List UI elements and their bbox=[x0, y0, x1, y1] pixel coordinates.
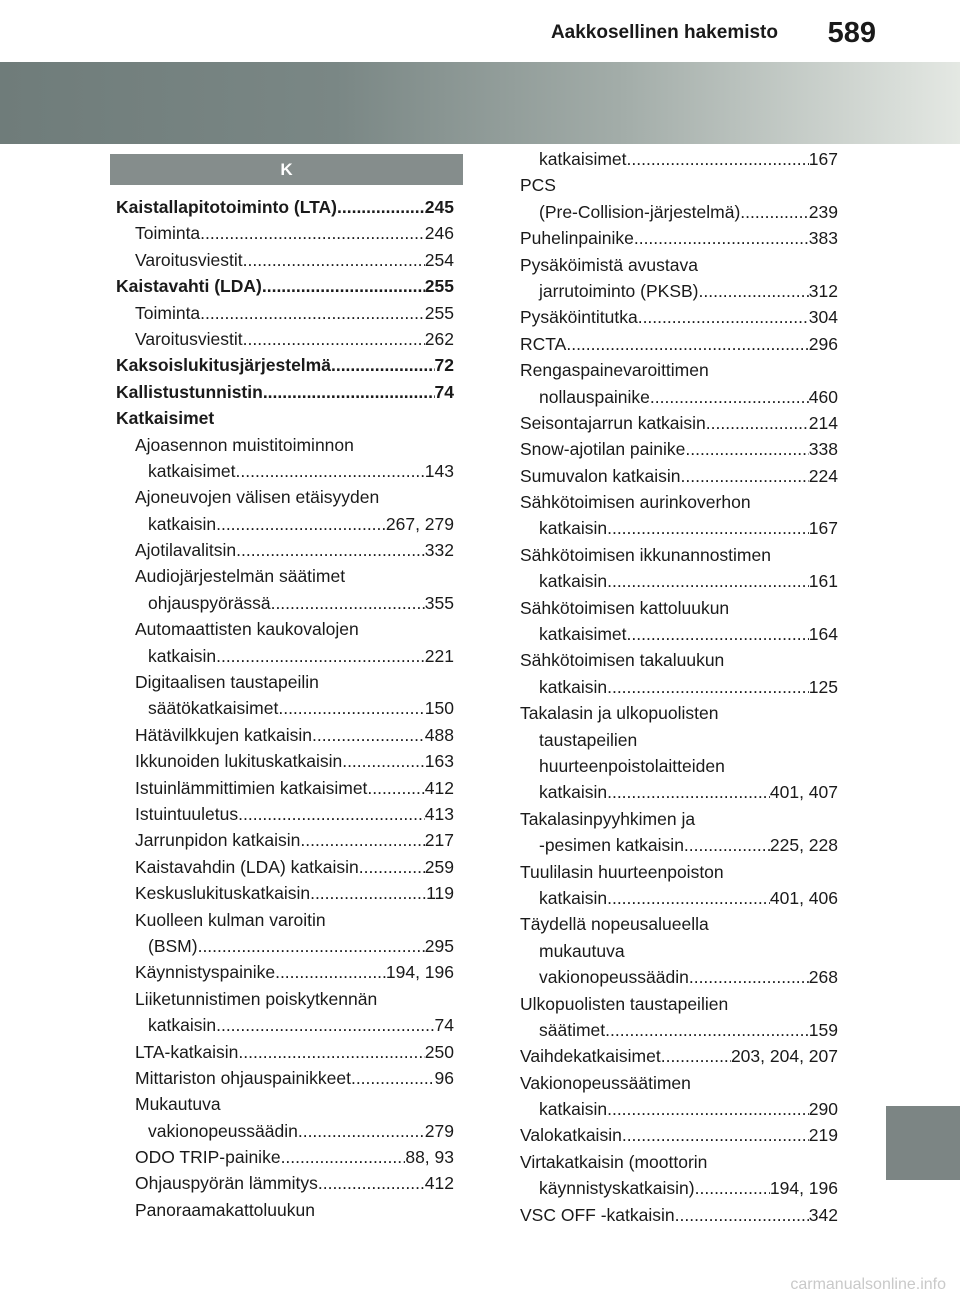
index-entry-text: Kallistustunnistin bbox=[116, 381, 263, 402]
index-entry-page: 224 bbox=[808, 465, 838, 486]
dot-leader bbox=[740, 199, 809, 225]
index-entry bbox=[520, 1122, 838, 1148]
index-entry bbox=[116, 854, 454, 880]
index-entry-text: katkaisin bbox=[539, 887, 608, 908]
section-letter-bar: K bbox=[110, 154, 463, 185]
index-entry-text: Käynnistyspainike bbox=[135, 962, 276, 983]
index-entry-page: 262 bbox=[424, 328, 454, 349]
index-entry bbox=[116, 880, 454, 906]
dot-leader bbox=[238, 1039, 424, 1065]
index-entry-text: Jarrunpidon katkaisin bbox=[135, 830, 301, 851]
index-entry bbox=[116, 775, 454, 801]
dot-leader bbox=[275, 959, 386, 985]
dot-leader bbox=[351, 1065, 435, 1091]
index-entry bbox=[116, 1118, 454, 1144]
dot-leader bbox=[706, 410, 809, 436]
index-entry bbox=[520, 331, 838, 357]
index-entry bbox=[520, 938, 838, 964]
index-entry-page: 401, 407 bbox=[769, 782, 838, 803]
index-entry bbox=[520, 225, 838, 251]
dot-leader bbox=[627, 621, 809, 647]
index-entry-text: huurteenpoistolaitteiden bbox=[539, 755, 725, 776]
index-entry-page: 194, 196 bbox=[769, 1178, 838, 1199]
index-entry-text: Istuintuuletus bbox=[135, 803, 239, 824]
index-entry bbox=[520, 1149, 838, 1175]
dot-leader bbox=[342, 748, 425, 774]
index-entry-text: jarrutoiminto (PKSB) bbox=[539, 280, 699, 301]
index-entry bbox=[116, 722, 454, 748]
index-entry-page: 304 bbox=[808, 307, 838, 328]
index-entry-text: Ajoneuvojen välisen etäisyyden bbox=[135, 487, 380, 508]
index-entry-page: 332 bbox=[424, 540, 454, 561]
index-entry bbox=[116, 1012, 454, 1038]
index-entry bbox=[520, 832, 838, 858]
index-entry-text: Virtakatkaisin (moottorin bbox=[520, 1151, 708, 1172]
index-entry-page: 250 bbox=[424, 1041, 454, 1062]
index-entry-text: Kaksoislukitusjärjestelmä bbox=[116, 355, 331, 376]
index-entry-text: Pysäköintitutka bbox=[520, 307, 638, 328]
index-entry-text: säätökatkaisimet bbox=[148, 698, 279, 719]
dot-leader bbox=[607, 568, 809, 594]
index-entry-page: 255 bbox=[424, 302, 454, 323]
index-entry-text: Mittariston ohjauspainikkeet bbox=[135, 1067, 351, 1088]
index-entry-text: Panoraamakattoluukun bbox=[135, 1199, 315, 1220]
dot-leader bbox=[331, 352, 435, 378]
index-entry-text: Täydellä nopeusalueella bbox=[520, 914, 709, 935]
index-entry-text: Vaihdekatkaisimet bbox=[520, 1046, 661, 1067]
index-entry-page: 217 bbox=[424, 830, 454, 851]
index-entry-text: Kaistallapitotoiminto (LTA) bbox=[116, 197, 337, 217]
index-entry-text: RCTA bbox=[520, 333, 567, 354]
index-entry-text: vakionopeussäädin bbox=[539, 967, 689, 988]
index-entry-page: 125 bbox=[808, 676, 838, 697]
dot-leader bbox=[216, 511, 386, 537]
index-entry bbox=[116, 933, 454, 959]
index-entry bbox=[116, 986, 454, 1012]
index-entry-text: Valokatkaisin bbox=[520, 1125, 622, 1146]
index-entry-text: mukautuva bbox=[539, 940, 625, 961]
index-entry bbox=[116, 273, 454, 299]
dot-leader bbox=[312, 722, 425, 748]
index-entry-text: säätimet bbox=[539, 1019, 606, 1040]
index-entry-page: 460 bbox=[808, 386, 838, 407]
index-entry bbox=[116, 748, 454, 774]
index-entry bbox=[520, 991, 838, 1017]
index-entry bbox=[116, 432, 454, 458]
index-entry-text: Takalasin ja ulkopuolisten bbox=[520, 703, 719, 724]
index-entry bbox=[520, 1017, 838, 1043]
index-entry-text: katkaisin bbox=[539, 571, 608, 592]
index-entry bbox=[116, 220, 454, 246]
index-entry-text: Ohjauspyörän lämmitys bbox=[135, 1173, 318, 1194]
index-entry-text: Varoitusviestit bbox=[135, 249, 243, 270]
dot-leader bbox=[200, 220, 425, 246]
dot-leader bbox=[684, 832, 770, 858]
dot-leader bbox=[638, 304, 809, 330]
index-entry bbox=[520, 463, 838, 489]
dot-leader bbox=[271, 590, 425, 616]
index-entry-text: Kuolleen kulman varoitin bbox=[135, 909, 326, 930]
index-entry bbox=[116, 484, 454, 510]
index-entry bbox=[520, 278, 838, 304]
index-entry-text: Digitaalisen taustapeilin bbox=[135, 672, 319, 693]
index-entry-text: (BSM) bbox=[148, 935, 198, 956]
index-entry-page: 259 bbox=[424, 856, 454, 877]
index-entry-text: katkaisin bbox=[539, 782, 608, 803]
index-entry-page: 246 bbox=[424, 223, 454, 244]
dot-leader bbox=[695, 1175, 770, 1201]
index-entry-text: katkaisin bbox=[539, 1099, 608, 1120]
dot-leader bbox=[699, 278, 809, 304]
index-entry-text: Ajoasennon muistitoiminnon bbox=[135, 434, 354, 455]
index-entry-page: 412 bbox=[424, 1173, 454, 1194]
index-entry-page: 290 bbox=[808, 1099, 838, 1120]
index-entry-text: Sumuvalon katkaisin bbox=[520, 465, 681, 486]
index-entry-page: 355 bbox=[424, 592, 454, 613]
index-entry bbox=[520, 146, 838, 172]
dot-leader bbox=[681, 463, 809, 489]
index-entry-page: 239 bbox=[808, 201, 838, 222]
dot-leader bbox=[605, 1017, 809, 1043]
index-entry bbox=[520, 700, 838, 726]
index-entry-text: katkaisimet bbox=[148, 460, 236, 481]
index-entry bbox=[520, 911, 838, 937]
index-entry bbox=[520, 357, 838, 383]
index-entry-page: 167 bbox=[808, 518, 838, 539]
index-entry-text: -pesimen katkaisin bbox=[539, 835, 684, 856]
index-entry bbox=[520, 489, 838, 515]
dot-leader bbox=[627, 146, 809, 172]
dot-leader bbox=[661, 1043, 731, 1069]
index-entry-text: Varoitusviestit bbox=[135, 328, 243, 349]
index-entry-text: Katkaisimet bbox=[116, 408, 215, 429]
index-entry bbox=[116, 669, 454, 695]
index-entry-page: 96 bbox=[434, 1067, 454, 1088]
index-entry-text: nollauspainike bbox=[539, 386, 650, 407]
dot-leader bbox=[622, 1122, 809, 1148]
index-entry-text: PCS bbox=[520, 175, 556, 196]
index-entry bbox=[520, 753, 838, 779]
index-entry-page: 219 bbox=[808, 1125, 838, 1146]
index-entry bbox=[116, 1065, 454, 1091]
index-entry bbox=[520, 859, 838, 885]
index-entry bbox=[520, 384, 838, 410]
index-entry-text: katkaisin bbox=[539, 676, 608, 697]
dot-leader bbox=[216, 1012, 434, 1038]
page-header bbox=[0, 0, 960, 62]
index-entry-text: Pysäköimistä avustava bbox=[520, 254, 698, 275]
index-entry bbox=[116, 907, 454, 933]
index-entry-text: Seisontajarrun katkaisin bbox=[520, 412, 706, 433]
index-entry-page: 119 bbox=[426, 883, 454, 904]
index-entry bbox=[520, 885, 838, 911]
dot-leader bbox=[607, 779, 770, 805]
index-entry bbox=[520, 1096, 838, 1122]
index-entry bbox=[520, 621, 838, 647]
dot-leader bbox=[634, 225, 809, 251]
index-entry-page: 413 bbox=[424, 803, 454, 824]
index-entry-text: katkaisimet bbox=[539, 149, 627, 169]
index-entry bbox=[520, 304, 838, 330]
index-entry bbox=[520, 674, 838, 700]
index-entry bbox=[116, 1039, 454, 1065]
index-entry-text: Toiminta bbox=[135, 223, 201, 244]
dot-leader bbox=[300, 827, 424, 853]
header-title: Aakkosellinen hakemisto bbox=[550, 22, 778, 43]
dot-leader bbox=[359, 854, 425, 880]
index-entry-page: 143 bbox=[424, 460, 454, 481]
index-entry-page: 296 bbox=[808, 333, 838, 354]
watermark: carmanualsonline.info bbox=[790, 1276, 946, 1293]
index-entry bbox=[116, 537, 454, 563]
dot-leader bbox=[607, 515, 809, 541]
header-banner bbox=[0, 62, 960, 144]
index-entry bbox=[116, 326, 454, 352]
index-entry-page: 74 bbox=[434, 381, 454, 402]
index-entry-page: 72 bbox=[434, 355, 454, 376]
index-column-right bbox=[520, 146, 838, 1228]
index-entry bbox=[116, 801, 454, 827]
index-entry bbox=[116, 352, 454, 378]
index-entry bbox=[116, 511, 454, 537]
index-entry-page: 203, 204, 207 bbox=[730, 1046, 838, 1067]
index-entry-text: Keskuslukituskatkaisin bbox=[135, 883, 311, 904]
index-entry-page: 88, 93 bbox=[405, 1147, 454, 1168]
dot-leader bbox=[689, 964, 809, 990]
index-entry-text: Toiminta bbox=[135, 302, 201, 323]
index-entry bbox=[116, 300, 454, 326]
index-entry-page: 383 bbox=[808, 228, 838, 249]
dot-leader bbox=[566, 331, 808, 357]
index-column-left bbox=[116, 194, 454, 1223]
index-entry bbox=[116, 643, 454, 669]
dot-leader bbox=[216, 643, 425, 669]
index-entry bbox=[116, 695, 454, 721]
index-entry-page: 255 bbox=[424, 276, 454, 297]
index-entry-page: 74 bbox=[434, 1015, 454, 1036]
index-entry bbox=[520, 647, 838, 673]
index-entry bbox=[520, 1175, 838, 1201]
index-entry bbox=[520, 1043, 838, 1069]
index-entry bbox=[520, 779, 838, 805]
dot-leader bbox=[262, 273, 425, 299]
index-entry-text: Hätävilkkujen katkaisin bbox=[135, 724, 313, 745]
index-entry-text: (Pre-Collision-järjestelmä) bbox=[539, 201, 741, 222]
index-entry bbox=[520, 595, 838, 621]
dot-leader bbox=[367, 775, 424, 801]
index-entry-text: katkaisin bbox=[148, 1015, 217, 1036]
index-entry-page: 312 bbox=[808, 280, 838, 301]
index-entry bbox=[116, 590, 454, 616]
index-entry bbox=[520, 542, 838, 568]
index-entry bbox=[520, 252, 838, 278]
index-entry-text: LTA-katkaisin bbox=[135, 1041, 239, 1062]
dot-leader bbox=[238, 801, 425, 827]
index-entry-page: 163 bbox=[424, 751, 454, 772]
index-entry-text: Audiojärjestelmän säätimet bbox=[135, 566, 346, 587]
index-entry-text: VSC OFF -katkaisin bbox=[520, 1204, 675, 1225]
index-entry bbox=[520, 1202, 838, 1228]
index-entry bbox=[520, 727, 838, 753]
index-entry-page: 254 bbox=[424, 249, 454, 270]
index-entry-text: Takalasinpyyhkimen ja bbox=[520, 808, 696, 829]
index-entry-text: Mukautuva bbox=[135, 1094, 221, 1115]
index-entry-text: katkaisin bbox=[148, 645, 217, 666]
index-entry-text: Ajotilavalitsin bbox=[135, 540, 237, 561]
dot-leader bbox=[607, 1096, 809, 1122]
index-entry bbox=[116, 247, 454, 273]
index-entry-text: Rengaspainevaroittimen bbox=[520, 360, 709, 381]
index-entry-text: vakionopeussäädin bbox=[148, 1120, 298, 1141]
dot-leader bbox=[236, 458, 425, 484]
index-entry-text: Snow-ajotilan painike bbox=[520, 439, 686, 460]
dot-leader bbox=[607, 674, 809, 700]
dot-leader bbox=[236, 537, 425, 563]
index-entry bbox=[116, 827, 454, 853]
page-number: 589 bbox=[827, 17, 876, 49]
index-entry-page: 167 bbox=[808, 149, 838, 169]
index-entry bbox=[520, 568, 838, 594]
dot-leader bbox=[263, 379, 435, 405]
index-entry bbox=[116, 1170, 454, 1196]
index-entry bbox=[116, 616, 454, 642]
index-entry bbox=[116, 379, 454, 405]
index-entry-page: 194, 196 bbox=[385, 962, 454, 983]
index-entry-text: Sähkötoimisen takaluukun bbox=[520, 650, 725, 671]
index-entry bbox=[520, 806, 838, 832]
index-entry-text: ODO TRIP-painike bbox=[135, 1147, 281, 1168]
index-entry-page: 338 bbox=[808, 439, 838, 460]
index-entry-text: Tuulilasin huurteenpoiston bbox=[520, 861, 724, 882]
index-entry-page: 225, 228 bbox=[769, 835, 838, 856]
index-entry-page: 150 bbox=[424, 698, 454, 719]
index-entry-page: 295 bbox=[424, 935, 454, 956]
index-entry-text: Puhelinpainike bbox=[520, 228, 634, 249]
index-entry-page: 214 bbox=[808, 412, 838, 433]
dot-leader bbox=[607, 885, 770, 911]
index-entry-text: Vakionopeussäätimen bbox=[520, 1072, 691, 1093]
index-entry-text: Ikkunoiden lukituskatkaisin bbox=[135, 751, 343, 772]
index-entry-page: 221 bbox=[424, 645, 454, 666]
dot-leader bbox=[675, 1202, 809, 1228]
index-entry bbox=[116, 563, 454, 589]
index-entry-page: 164 bbox=[808, 624, 838, 645]
index-entry bbox=[520, 199, 838, 225]
index-entry-page: 279 bbox=[424, 1120, 454, 1141]
index-entry bbox=[116, 194, 454, 220]
index-entry bbox=[116, 458, 454, 484]
index-entry-text: ohjauspyörässä bbox=[148, 592, 271, 613]
dot-leader bbox=[650, 384, 809, 410]
index-entry-text: Automaattisten kaukovalojen bbox=[135, 619, 359, 640]
index-entry-page: 159 bbox=[808, 1019, 838, 1040]
index-entry-text: katkaisin bbox=[148, 513, 217, 534]
dot-leader bbox=[243, 247, 425, 273]
index-entry bbox=[520, 1070, 838, 1096]
index-entry bbox=[520, 515, 838, 541]
index-entry-text: Istuinlämmittimien katkaisimet bbox=[135, 777, 368, 798]
index-entry-text: Sähkötoimisen kattoluukun bbox=[520, 597, 730, 618]
index-entry bbox=[520, 172, 838, 198]
index-entry-text: Sähkötoimisen aurinkoverhon bbox=[520, 492, 751, 513]
index-entry bbox=[520, 436, 838, 462]
index-entry bbox=[116, 1091, 454, 1117]
index-entry-text: katkaisimet bbox=[539, 624, 627, 645]
index-entry-page: 342 bbox=[808, 1204, 838, 1225]
dot-leader bbox=[243, 326, 425, 352]
index-entry-page: 161 bbox=[808, 571, 838, 592]
chapter-tab bbox=[886, 1106, 960, 1180]
index-entry-text: taustapeilien bbox=[539, 729, 638, 750]
dot-leader bbox=[198, 933, 425, 959]
index-entry bbox=[116, 959, 454, 985]
index-entry-text: Liiketunnistimen poiskytkennän bbox=[135, 988, 378, 1009]
index-entry-page: 268 bbox=[808, 967, 838, 988]
dot-leader bbox=[200, 300, 425, 326]
index-entry bbox=[520, 410, 838, 436]
index-entry bbox=[116, 1144, 454, 1170]
dot-leader bbox=[685, 436, 808, 462]
index-entry bbox=[520, 964, 838, 990]
index-entry-text: katkaisin bbox=[539, 518, 608, 539]
index-entry-page: 412 bbox=[424, 777, 454, 798]
dot-leader bbox=[337, 194, 425, 220]
dot-leader bbox=[281, 1144, 406, 1170]
index-entry-page: 488 bbox=[424, 724, 454, 745]
index-entry bbox=[116, 1197, 454, 1223]
index-entry-text: käynnistyskatkaisin) bbox=[539, 1178, 695, 1199]
index-entry-text: Kaistavahdin (LDA) katkaisin bbox=[135, 856, 359, 877]
index-entry-text: Kaistavahti (LDA) bbox=[116, 276, 262, 297]
index-entry-page: 245 bbox=[424, 197, 454, 217]
dot-leader bbox=[310, 880, 426, 906]
dot-leader bbox=[318, 1170, 425, 1196]
dot-leader bbox=[298, 1118, 425, 1144]
index-entry-text: Ulkopuolisten taustapeilien bbox=[520, 993, 729, 1014]
index-entry-text: Sähkötoimisen ikkunannostimen bbox=[520, 544, 771, 565]
index-entry-page: 267, 279 bbox=[385, 513, 454, 534]
dot-leader bbox=[278, 695, 424, 721]
index-entry bbox=[116, 405, 454, 431]
index-entry-page: 401, 406 bbox=[769, 887, 838, 908]
